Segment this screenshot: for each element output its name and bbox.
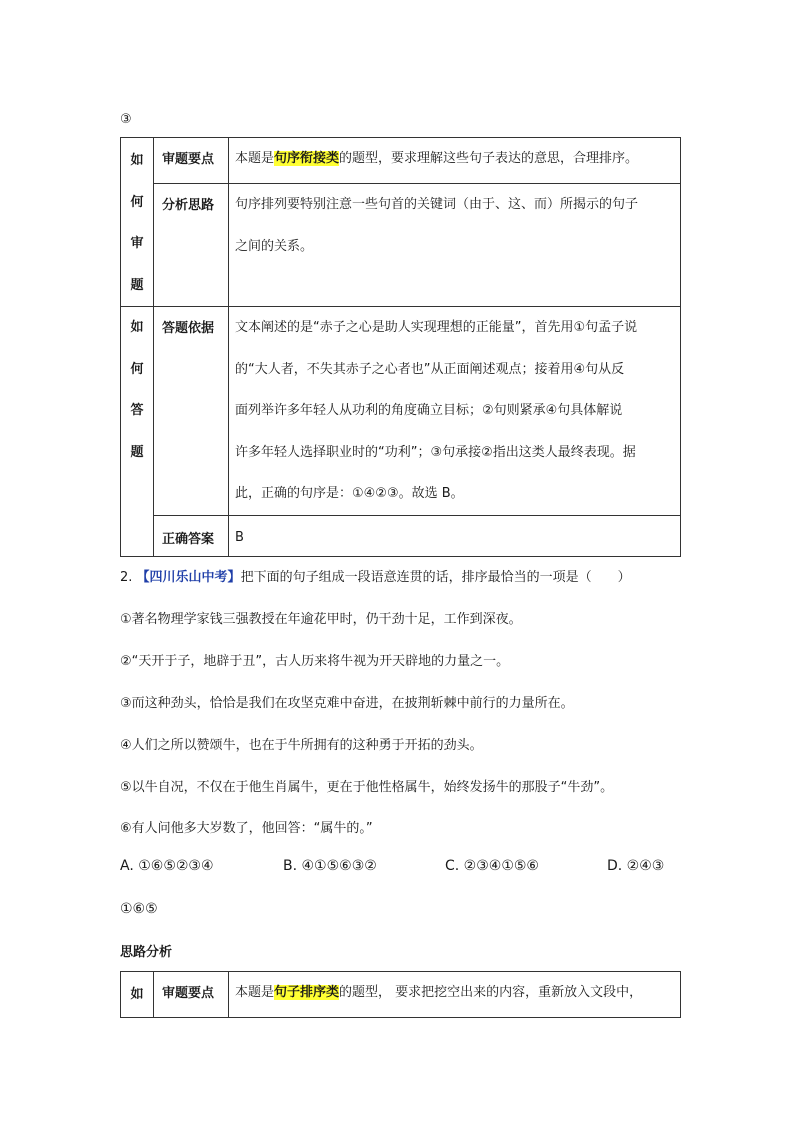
highlight-keyword: 句子排序类 [274,985,340,1000]
question-source: 【四川乐山中考】 [136,570,241,585]
highlight-keyword: 句序衔接类 [274,151,340,166]
sentence-5: ⑤以牛自况，不仅在于他生肖属牛，更在于他性格属牛，始终发扬牛的那股子“牛劲”。 [120,780,614,795]
option-a[interactable]: A. ①⑥⑤②③④ [120,858,214,874]
correct-answer: B [229,516,681,557]
section-title: 思路分析 [120,945,173,960]
row-content: 本题是句序衔接类的题型，要求理解这些句子表达的意思，合理排序。 [229,138,681,184]
row-content: 本题是句子排序类的题型， 要求把挖空出来的内容，重新放入文段中， [229,972,681,1018]
table-row [121,184,681,307]
question-2-stem: 2. 【四川乐山中考】把下面的句子组成一段语意连贯的话，排序最恰当的一项是（ ） [120,570,631,585]
side-label-how-to-read: 如 何 审 题 [121,138,154,307]
table-row [121,972,681,1018]
row-content: 文本阐述的是“赤子之心是助人实现理想的正能量”，首先用①句孟子说 的“大人者，不失其赤子之心者也”从正面阐述观点；接着用④句从反 面列举许多年轻人从功利的角度确立目标；②句则紧承④句具体解说 许多年轻人选择职业时的“功利”；③句承接②指出这类人最终表现。据 此，正确的句序是：①④②③。故选 B。 [229,307,681,516]
sentence-2: ②“天开于子，地辟于丑”，古人历来将牛视为开天辟地的力量之一。 [120,654,510,669]
option-c[interactable]: C. ②③④①⑤⑥ [445,858,539,874]
table-row [121,138,681,184]
row-label: 答题依据 [154,307,229,516]
sentence-1: ①著名物理学家钱三强教授在年逾花甲时，仍干劲十足，工作到深夜。 [120,612,522,627]
sentence-4: ④人们之所以赞颂牛，也在于牛所拥有的这种勇于开拓的劲头。 [120,738,483,753]
row-content: 句序排列要特别注意一些句首的关键词（由于、这、而）所揭示的句子 之间的关系。 [229,184,681,307]
sentence-3: ③而这种劲头，恰恰是我们在攻坚克难中奋进，在披荆斩棘中前行的力量所在。 [120,696,574,711]
analysis-table-2 [120,971,681,1018]
sentence-6: ⑥有人问他多大岁数了，他回答：“属牛的。” [120,821,373,836]
analysis-table-1 [120,137,681,557]
row-label: 分析思路 [154,184,229,307]
side-label: 如 [121,972,154,1018]
row-label: 审题要点 [154,138,229,184]
option-b[interactable]: B. ④①⑤⑥③② [283,858,377,874]
row-label: 审题要点 [154,972,229,1018]
table-row [121,516,681,557]
option-d-continued: ①⑥⑤ [120,901,158,917]
option-d[interactable]: D. ②④③ [607,858,665,874]
row-label: 正确答案 [154,516,229,557]
table-row [121,307,681,516]
side-label-how-to-answer: 如 何 答 题 [121,307,154,557]
question-marker: ③ [120,112,132,127]
